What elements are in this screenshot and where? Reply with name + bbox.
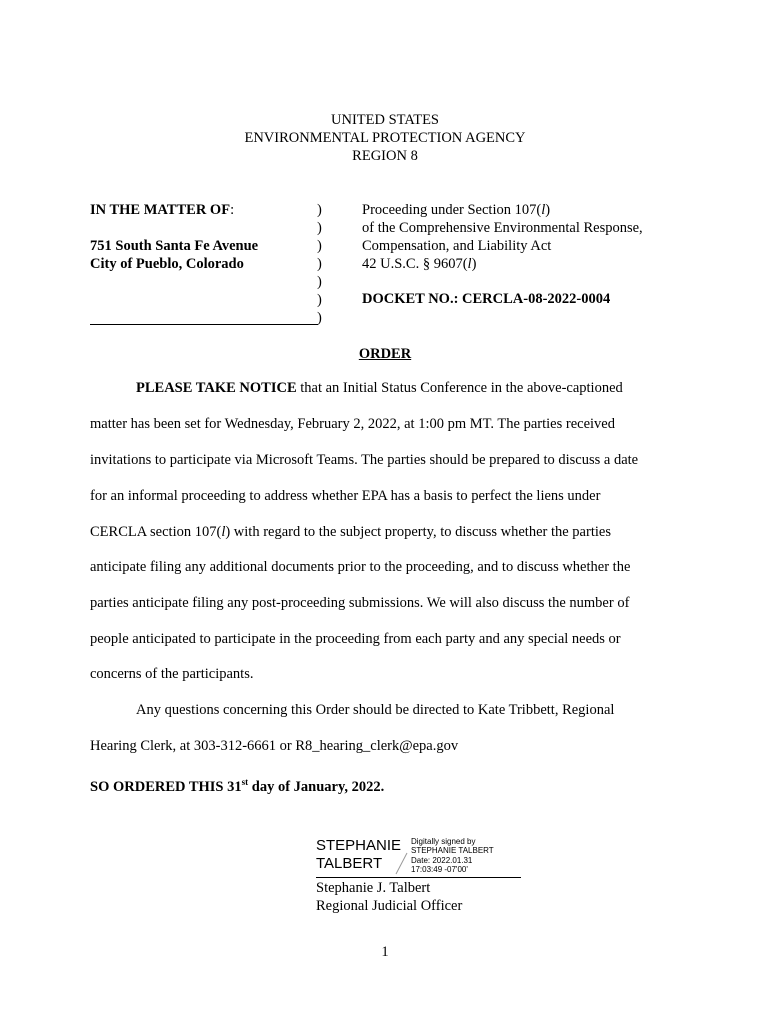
caption-paren: ) <box>317 238 322 254</box>
proceeding-line-3: Compensation, and Liability Act <box>362 238 552 254</box>
body-line: Any questions concerning this Order should be directed to Kate Tribbett, Regional <box>136 702 615 718</box>
caption-paren: ) <box>317 274 322 290</box>
usc-citation <box>362 255 476 273</box>
body-line: matter has been set for Wednesday, February 2, 2022, at 1:00 pm MT. The parties received <box>90 416 615 432</box>
signature-meta-4: 17:03:49 -07'00' <box>411 865 468 874</box>
proceeding-line-1-close: ) <box>545 202 551 218</box>
matter-label-colon: : <box>230 202 235 218</box>
usc-citation-close: ) <box>471 256 477 272</box>
proceeding-line-1 <box>362 201 550 219</box>
signer-title: Regional Judicial Officer <box>316 898 463 914</box>
usc-citation-l: l <box>467 256 472 272</box>
caption-paren: ) <box>317 202 322 218</box>
body-line: Hearing Clerk, at 303-312-6661 or R8_hearing_clerk@epa.gov <box>90 738 459 754</box>
address-line-2: City of Pueblo, Colorado <box>90 256 244 272</box>
body-line-text: ) with regard to the subject property, to discuss whether the parties <box>225 524 611 540</box>
matter-label <box>90 201 234 219</box>
body-line: people anticipated to participate in the proceeding from each party and any special needs or <box>90 631 621 647</box>
signature-name-first: STEPHANIE <box>316 837 402 854</box>
body-line <box>90 523 611 541</box>
signature-line <box>316 877 521 878</box>
signature-slash-mark <box>394 852 408 876</box>
notice-heading: PLEASE TAKE NOTICE <box>136 380 297 396</box>
page-number: 1 <box>381 944 389 960</box>
usc-citation-text: 42 U.S.C. § 9607( <box>362 256 468 272</box>
proceeding-line-2: of the Comprehensive Environmental Response, <box>362 220 643 236</box>
body-line-text: that an Initial Status Conference in the above-captioned <box>296 380 623 396</box>
signature-meta-1: Digitally signed by <box>411 837 476 846</box>
body-line: concerns of the participants. <box>90 666 254 682</box>
body-line: parties anticipate filing any post-proceeding submissions. We will also discuss the number of <box>90 595 630 611</box>
body-line: invitations to participate via Microsoft Teams. The parties should be prepared to discuss a date <box>90 452 639 468</box>
proceeding-line-1-l: l <box>541 202 546 218</box>
so-ordered-text: SO ORDERED THIS 31 <box>90 778 242 795</box>
matter-label-text: IN THE MATTER OF <box>90 202 231 218</box>
caption-paren: ) <box>317 220 322 236</box>
signature-meta-2: STEPHANIE TALBERT <box>411 846 494 855</box>
caption-paren: ) <box>317 256 322 272</box>
body-line: anticipate filing any additional documents prior to the proceeding, and to discuss whether the <box>90 559 631 575</box>
docket-number: DOCKET NO.: CERCLA-08-2022-0004 <box>362 291 611 307</box>
body-line <box>136 379 623 397</box>
body-line: for an informal proceeding to address whether EPA has a basis to perfect the liens under <box>90 488 601 504</box>
signature-meta-3: Date: 2022.01.31 <box>411 856 473 865</box>
address-line-1: 751 South Santa Fe Avenue <box>90 238 259 254</box>
signer-name: Stephanie J. Talbert <box>316 880 431 896</box>
header-line-2: ENVIRONMENTAL PROTECTION AGENCY <box>244 130 526 146</box>
body-line-l: l <box>221 524 226 540</box>
order-title: ORDER <box>358 346 412 362</box>
so-ordered-sup: st <box>241 777 249 787</box>
header-line-3: REGION 8 <box>352 148 418 164</box>
signature-name-last: TALBERT <box>316 855 383 872</box>
proceeding-line-1-text: Proceeding under Section 107( <box>362 202 542 218</box>
header-line-1: UNITED STATES <box>331 112 439 128</box>
so-ordered <box>90 773 384 796</box>
body-line-text: CERCLA section 107( <box>90 524 222 540</box>
caption-paren: ) <box>317 292 322 308</box>
caption-underline <box>90 324 318 325</box>
caption-paren: ) <box>317 310 322 326</box>
so-ordered-text: day of January, 2022. <box>248 778 385 795</box>
